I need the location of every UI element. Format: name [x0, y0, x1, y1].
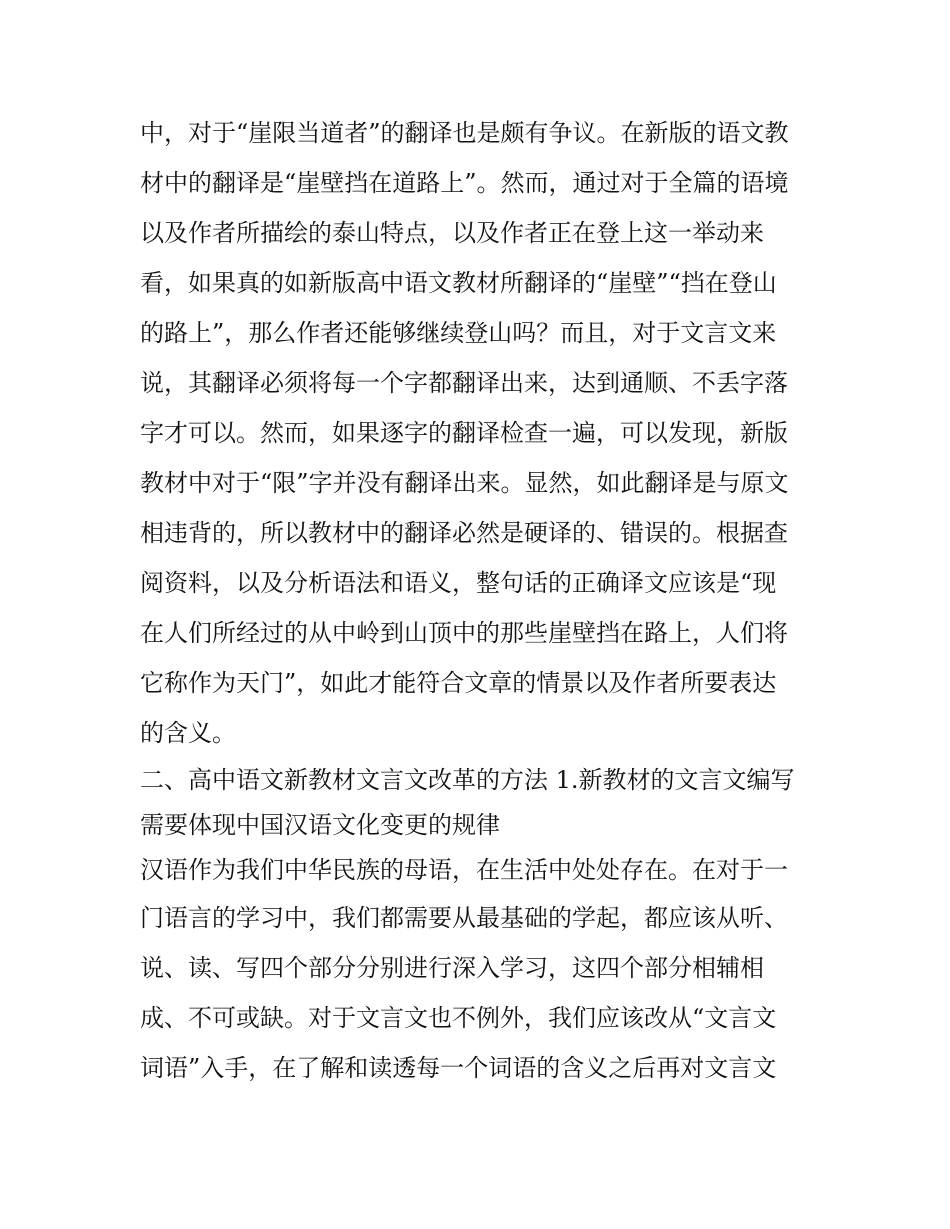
text-line: 教材中对于“限”字并没有翻译出来。显然，如此翻译是与原文	[140, 469, 789, 497]
body-text	[140, 108, 820, 1093]
text-line: 成、不可或缺。对于文言文也不例外，我们应该改从“文言文	[140, 1004, 777, 1032]
text-line: 在人们所经过的从中岭到山顶中的那些崖壁挡在路上，人们将	[140, 619, 788, 647]
text-line: 说，其翻译必须将每一个字都翻译出来，达到通顺、不丢字落	[140, 369, 788, 397]
text-line: 材中的翻译是“崖壁挡在道路上”。然而，通过对于全篇的语境	[140, 169, 789, 197]
text-line: 中，对于“崖限当道者”的翻译也是颇有争议。在新版的语文教	[140, 119, 789, 147]
text-line: 汉语作为我们中华民族的母语，在生活中处处存在。在对于一	[140, 856, 788, 884]
text-line: 词语”入手，在了解和读透每一个词语的含义之后再对文言文	[140, 1054, 777, 1082]
text-line: 它称作为天门”，如此才能符合文章的情景以及作者所要表达	[140, 669, 777, 697]
text-line: 以及作者所描绘的泰山特点，以及作者正在登上这一举动来	[140, 219, 764, 247]
text-line: 说、读、写四个部分分别进行深入学习，这四个部分相辅相	[140, 954, 764, 982]
text-line: 的路上”，那么作者还能够继续登山吗？而且，对于文言文来	[140, 319, 777, 347]
text-line: 字才可以。然而，如果逐字的翻译检查一遍，可以发现，新版	[140, 419, 788, 447]
text-line: 的含义。	[140, 719, 236, 747]
text-line: 门语言的学习中，我们都需要从最基础的学起，都应该从听、	[140, 904, 788, 932]
section-heading-line: 二、高中语文新教材文言文改革的方法 1.新教材的文言文编写	[140, 766, 795, 794]
section-heading-line: 需要体现中国汉语文化变更的规律	[140, 811, 500, 839]
text-line: 相违背的，所以教材中的翻译必然是硬译的、错误的。根据查	[140, 519, 788, 547]
text-line: 看，如果真的如新版高中语文教材所翻译的“崖壁”“挡在登山	[140, 269, 777, 297]
text-line: 阅资料，以及分析语法和语义，整句话的正确译文应该是“现	[140, 569, 777, 597]
